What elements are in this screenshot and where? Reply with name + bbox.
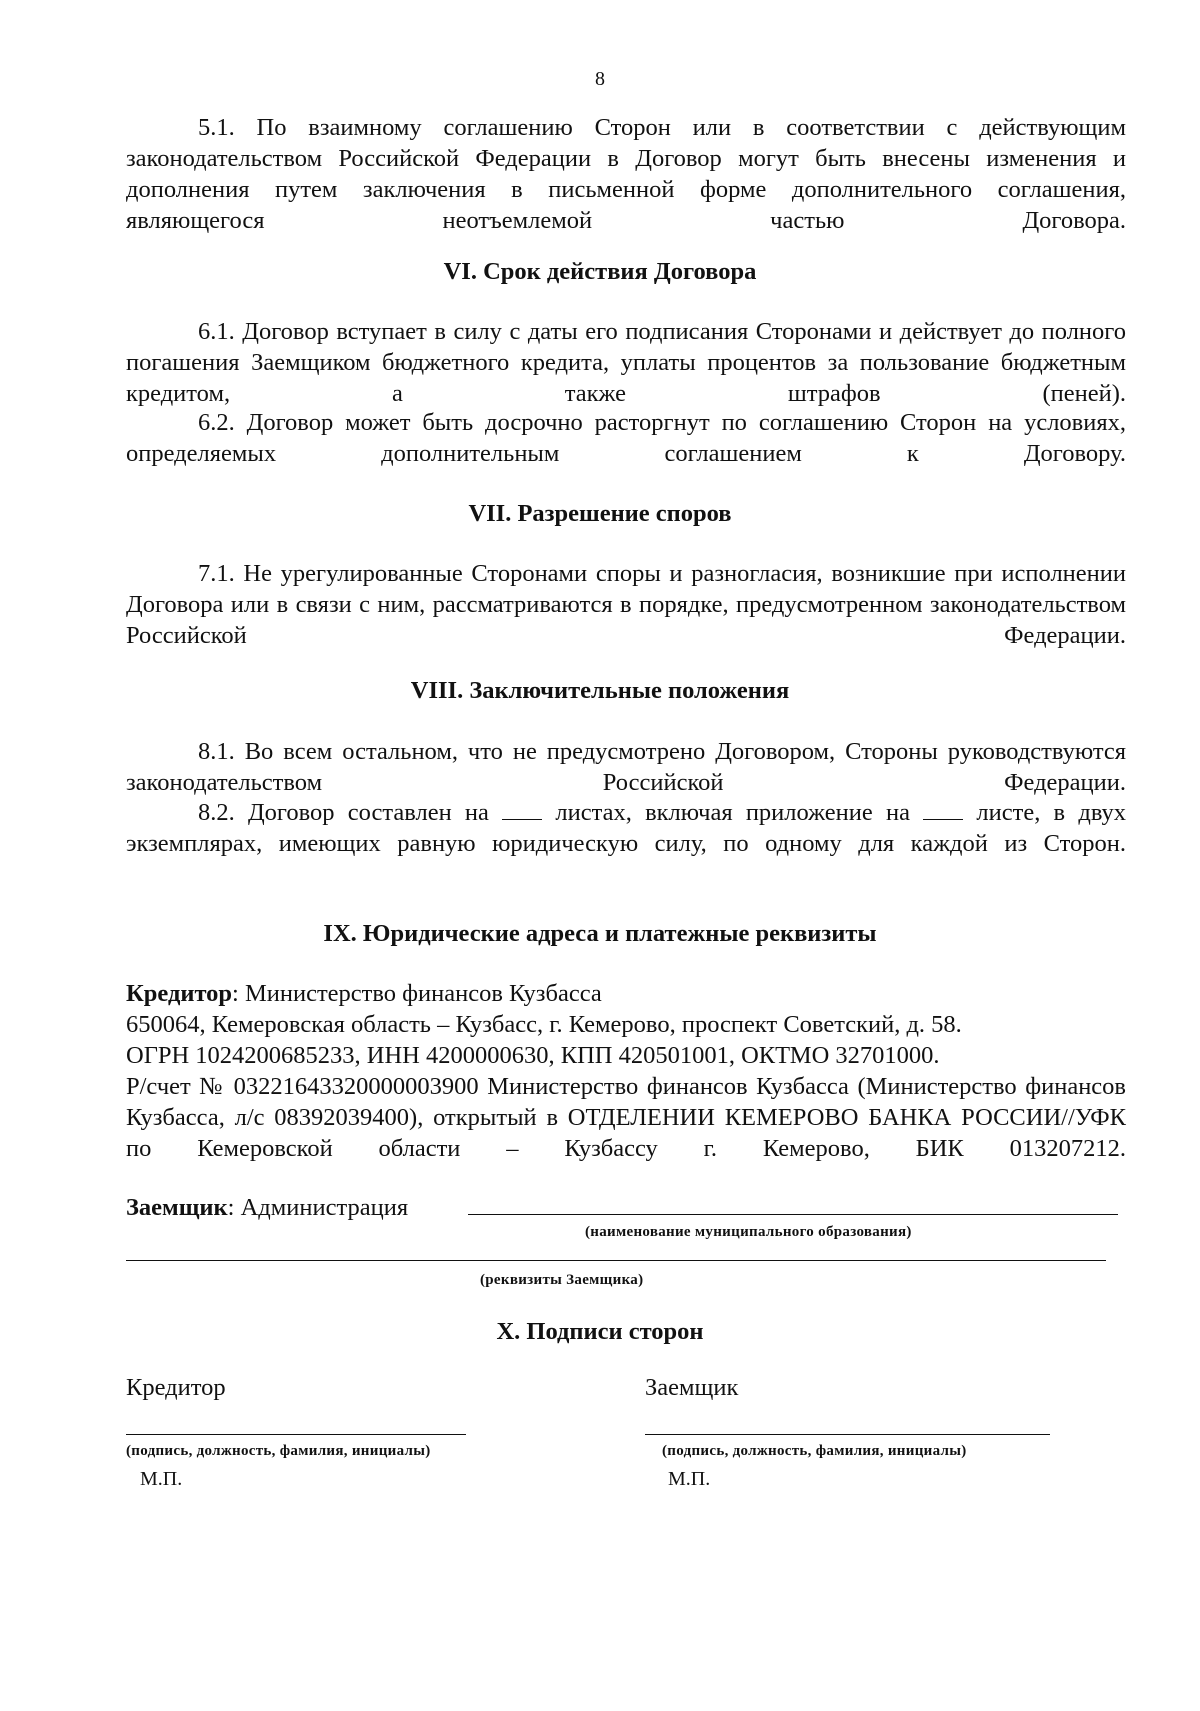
paragraph-8-1: 8.1. Во всем остальном, что не предусмотрено Договором, Стороны руководствуются законодательством Российской Федерации. (126, 738, 1126, 796)
page-number: 8 (595, 68, 605, 90)
creditor-stamp-mark: М.П. (140, 1468, 183, 1490)
paragraph-5-1: 5.1. По взаимному соглашению Сторон или в соответствии с действующим законодательством Российской Федерации в Договор могут быть внесены изменения и дополнения путем заключения в письменной форме дополнительного соглашения, являющегося неотъемлемой частью Договора. (126, 114, 1126, 234)
section-heading-9: IX. Юридические адреса и платежные реквизиты (323, 920, 877, 947)
creditor-address: 650064, Кемеровская область – Кузбасс, г. Кемерово, проспект Советский, д. 58. (126, 1011, 962, 1038)
paragraph-6-2: 6.2. Договор может быть досрочно расторгнут по соглашению Сторон на условиях, определяемых дополнительным соглашением к Договору. (126, 409, 1126, 467)
borrower-text: : Администрация (227, 1194, 409, 1221)
creditor-ids: ОГРН 1024200685233, ИНН 4200000630, КПП 420501001, ОКТМО 32701000. (126, 1042, 940, 1069)
paragraph-7-1: 7.1. Не урегулированные Сторонами споры и разногласия, возникшие при исполнении Договора или в связи с ним, рассматриваются в порядке, предусмотренном законодательством Российской Федерации. (126, 560, 1126, 649)
appendix-pages-blank (923, 799, 963, 820)
borrower-signature-line (645, 1434, 1050, 1435)
municipality-name-line (468, 1214, 1118, 1215)
creditor-account: Р/счет № 03221643320000003900 Министерство финансов Кузбасса (Министерство финансов Кузбасса, л/с 08392039400), открытый в ОТДЕЛЕНИИ КЕМЕРОВО БАНКА РОССИИ//УФК по Кемеровской области – Кузбассу г. Кемерово, БИК 013207212. (126, 1073, 1126, 1162)
borrower-line (126, 1192, 1126, 1223)
borrower-details-line (126, 1260, 1106, 1261)
creditor-signature-caption: (подпись, должность, фамилия, инициалы) (126, 1443, 431, 1459)
section-heading-7: VII. Разрешение споров (468, 500, 732, 527)
section-heading-6: VI. Срок действия Договора (443, 258, 757, 285)
creditor-label: Кредитор (126, 980, 233, 1007)
borrower-signature-caption: (подпись, должность, фамилия, инициалы) (662, 1443, 967, 1459)
borrower-label: Заемщик (126, 1194, 228, 1221)
creditor-details (126, 978, 1126, 1164)
borrower-details-caption: (реквизиты Заемщика) (480, 1272, 644, 1288)
section-heading-8: VIII. Заключительные положения (410, 677, 790, 704)
section-heading-10: X. Подписи сторон (496, 1318, 704, 1345)
borrower-stamp-mark: М.П. (668, 1468, 711, 1490)
creditor-name: : Министерство финансов Кузбасса (232, 980, 602, 1007)
pages-count-blank (502, 799, 542, 820)
paragraph-8-2: 8.2. Договор составлен на листах, включая приложение на листе, в двух экземплярах, имеющих равную юридическую силу, по одному для каждой из Сторон. (126, 799, 1127, 857)
signature-creditor-label: Кредитор (126, 1374, 226, 1401)
creditor-signature-line (126, 1434, 466, 1435)
municipality-caption: (наименование муниципального образования) (585, 1224, 912, 1240)
signature-borrower-label: Заемщик (645, 1374, 739, 1401)
paragraph-6-1: 6.1. Договор вступает в силу с даты его подписания Сторонами и действует до полного погашения Заемщиком бюджетного кредита, уплаты процентов за пользование бюджетным кредитом, а также штрафов (пеней). (126, 318, 1126, 407)
